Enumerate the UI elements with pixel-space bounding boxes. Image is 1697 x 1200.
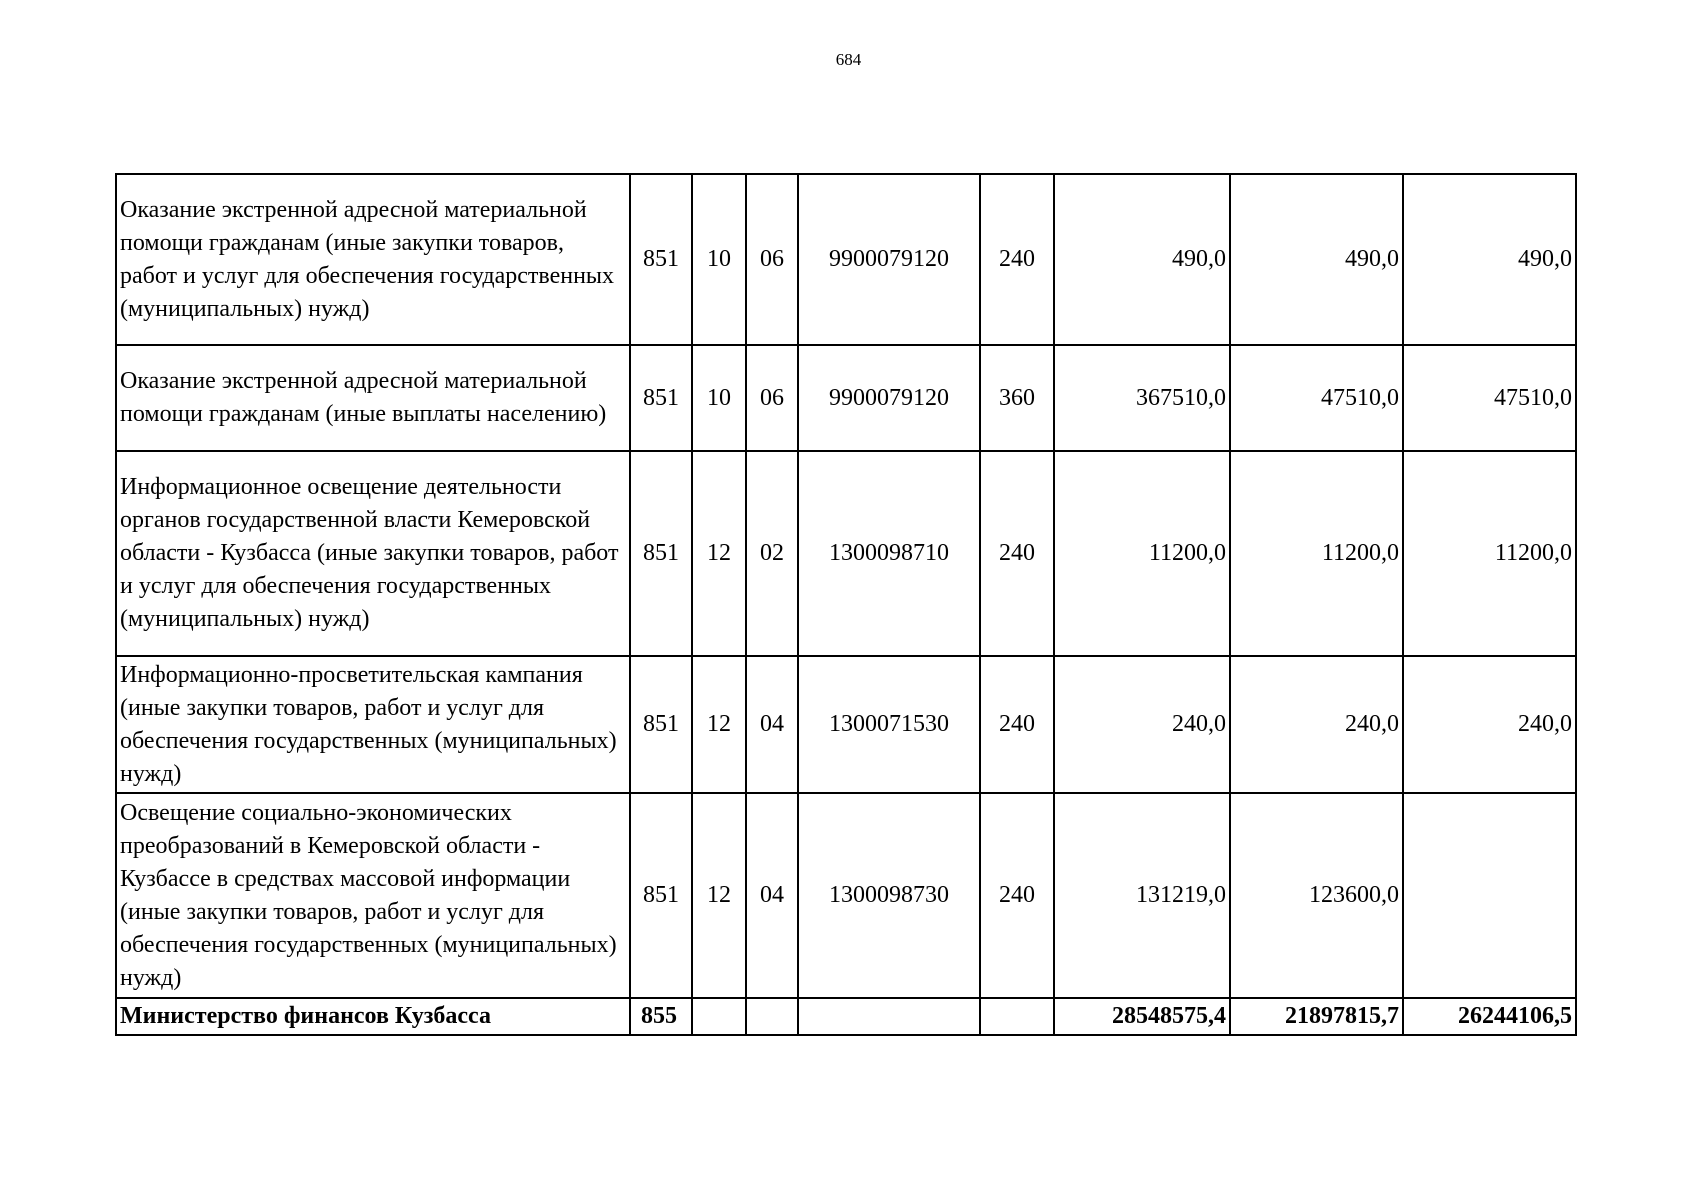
table-row <box>116 656 1576 793</box>
row-name: Оказание экстренной адресной материальной помощи гражданам (иные выплаты населению) <box>116 345 630 451</box>
target-article-code: 1300071530 <box>798 656 980 793</box>
total-amount-3: 26244106,5 <box>1403 998 1576 1035</box>
ministry-code: 851 <box>630 451 692 656</box>
amount-2: 490,0 <box>1230 174 1403 345</box>
total-amount-1: 28548575,4 <box>1054 998 1230 1035</box>
ministry-code: 851 <box>630 345 692 451</box>
total-row <box>116 998 1576 1035</box>
amount-1: 240,0 <box>1054 656 1230 793</box>
expense-type-code: 240 <box>980 451 1054 656</box>
ministry-code: 851 <box>630 656 692 793</box>
amount-3: 240,0 <box>1403 656 1576 793</box>
section-code: 12 <box>692 451 746 656</box>
section-code: 10 <box>692 174 746 345</box>
subsection-code: 06 <box>746 174 798 345</box>
total-section-code <box>692 998 746 1035</box>
section-code: 10 <box>692 345 746 451</box>
row-name: Информационное освещение деятельности органов государственной власти Кемеровской области - Кузбасса (иные закупки товаров, работ и услуг для обеспечения государственных (муниципальных) нужд) <box>116 451 630 656</box>
total-amount-2: 21897815,7 <box>1230 998 1403 1035</box>
total-subsection-code <box>746 998 798 1035</box>
subsection-code: 04 <box>746 656 798 793</box>
amount-2: 240,0 <box>1230 656 1403 793</box>
total-expense-type-code <box>980 998 1054 1035</box>
target-article-code: 9900079120 <box>798 345 980 451</box>
total-name: Министерство финансов Кузбасса <box>116 998 630 1035</box>
target-article-code: 1300098730 <box>798 793 980 998</box>
amount-2: 11200,0 <box>1230 451 1403 656</box>
amount-1: 490,0 <box>1054 174 1230 345</box>
subsection-code: 02 <box>746 451 798 656</box>
amount-1: 131219,0 <box>1054 793 1230 998</box>
amount-2: 123600,0 <box>1230 793 1403 998</box>
amount-1: 11200,0 <box>1054 451 1230 656</box>
page-number: 684 <box>835 50 862 69</box>
row-name: Информационно-просветительская кампания (иные закупки товаров, работ и услуг для обеспечения государственных (муниципальных) нужд) <box>116 656 630 793</box>
amount-1: 367510,0 <box>1054 345 1230 451</box>
amount-3 <box>1403 793 1576 998</box>
amount-3: 11200,0 <box>1403 451 1576 656</box>
ministry-code: 851 <box>630 174 692 345</box>
ministry-code: 851 <box>630 793 692 998</box>
total-target-article-code <box>798 998 980 1035</box>
expense-type-code: 240 <box>980 174 1054 345</box>
amount-3: 490,0 <box>1403 174 1576 345</box>
row-name: Освещение социально-экономических преобразований в Кемеровской области - Кузбассе в средствах массовой информации (иные закупки товаров, работ и услуг для обеспечения государственных (муниципальных) нужд) <box>116 793 630 998</box>
amount-3: 47510,0 <box>1403 345 1576 451</box>
target-article-code: 1300098710 <box>798 451 980 656</box>
subsection-code: 04 <box>746 793 798 998</box>
total-ministry-code: 855 <box>630 998 692 1035</box>
row-name: Оказание экстренной адресной материальной помощи гражданам (иные закупки товаров, работ и услуг для обеспечения государственных (муниципальных) нужд) <box>116 174 630 345</box>
table-row <box>116 793 1576 998</box>
subsection-code: 06 <box>746 345 798 451</box>
amount-2: 47510,0 <box>1230 345 1403 451</box>
expense-type-code: 240 <box>980 656 1054 793</box>
section-code: 12 <box>692 656 746 793</box>
section-code: 12 <box>692 793 746 998</box>
table-row <box>116 345 1576 451</box>
table-row <box>116 451 1576 656</box>
table-row <box>116 174 1576 345</box>
expense-type-code: 240 <box>980 793 1054 998</box>
expense-type-code: 360 <box>980 345 1054 451</box>
budget-table <box>115 173 1577 1036</box>
target-article-code: 9900079120 <box>798 174 980 345</box>
